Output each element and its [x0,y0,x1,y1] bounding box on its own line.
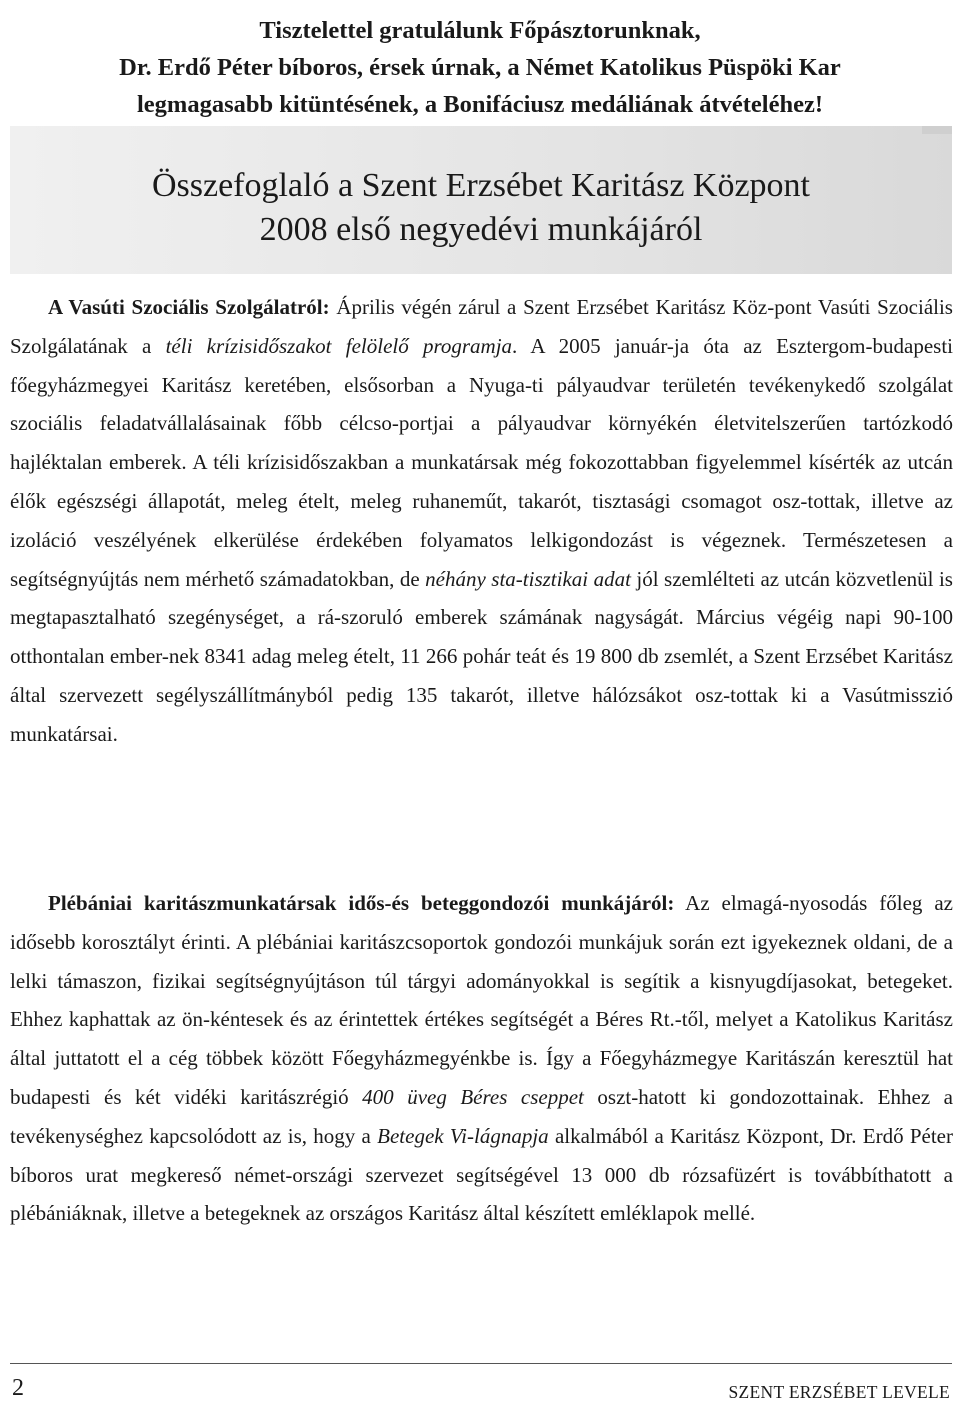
paragraph-text: . A 2005 január-ja óta az Esztergom-budapesti főegyházmegyei Karitász keretében, elsősorban a Nyuga-ti pályaudvar területén tevékenykedő szolgálat szociális feladatvállalásainak főbb célcso-portjai a pályaudvar környékén életvitelszerűen tartózkodó hajléktalan emberek. A téli krízisidőszakban a munkatársak még fokozottabban figyelemmel kísérték az utcán élők egészségi állapotát, meleg ételt, meleg ruhaneműt, takarót, tisztasági csomagot osz-tottak, illetve az izoláció veszélyének elkerülése érdekében folyamatos lelkigondozást is végeznek. Természetesen a segítségnyújtás nem mérhető számadatokban, de [10,333,953,591]
page-number: 2 [12,1375,24,1401]
header-line-2: Dr. Erdő Péter bíboros, érsek úrnak, a Német Katolikus Püspöki Kar [119,54,841,81]
parish-care-paragraph [10,884,953,1233]
article-title-line-2: 2008 első negyedévi munkájáról [259,211,703,248]
paragraph-text: oszt-hatott ki gondozottainak. Ehhez a tevékenységhez kapcsolódott az is, hogy a [10,1084,953,1148]
congratulation-header [10,12,950,123]
paragraph-text: Április végén zárul a Szent Erzsébet Karitász Köz-pont Vasúti Szociális Szolgálatának a [10,295,953,358]
section-lead-railway-service: A Vasúti Szociális Szolgálatról: [48,295,330,319]
railway-social-service-paragraph [10,288,953,754]
title-band-corner-accent [922,126,952,134]
paragraph-emphasis: néhány sta-tisztikai adat [425,566,631,591]
header-line-1: Tisztelettel gratulálunk Főpásztorunknak, [259,17,701,44]
paragraph-emphasis: téli krízisidőszakot felölelő programja [165,333,513,358]
article-title [10,164,952,252]
article-title-line-1: Összefoglaló a Szent Erzsébet Karitász Központ [151,167,811,204]
paragraph-text: alkalmából a Karitász Központ, Dr. Erdő Péter bíboros urat megkereső német-országi szervezet segítségével 13 000 db rózsafüzért is továbbíthatott a plébániáknak, illetve a betegeknek az országos Karitász által készített emléklapok mellé. [10,1123,953,1226]
paragraph-text: Az elmagá-nyosodás főleg az idősebb korosztályt érinti. A plébániai karitászcsoportok gondozói munkájuk során ezt igyekeznek oldani, de a lelki támaszon, fizikai segítségnyújtáson túl tárgyi adományokkal is segítik a kisnyugdíjasokat, betegeket. Ehhez kaphattak az ön-kéntesek és az érintettek értékes segítségét a Béres Rt.-től, melyet a Katolikus Karitász által juttatott el a cég többek között Főegyházmegyénkbe is. Így a Főegyházmegye Karitászán keresztül hat budapesti és két vidéki karitászrégió [10,891,953,1109]
header-line-3: legmagasabb kitüntésének, a Bonifáciusz medáliának átvételéhez! [137,91,823,118]
paragraph-emphasis: Betegek Vi-lágnapja [377,1123,549,1148]
paragraph-emphasis: 400 üveg Béres cseppet [362,1084,584,1109]
publication-name: SZENT ERZSÉBET LEVELE [728,1382,950,1402]
footer-divider [10,1363,952,1364]
section-lead-parish-care: Plébániai karitászmunkatársak idős-és beteggondozói munkájáról: [48,891,675,915]
paragraph-text: jól szemlélteti az utcán közvetlenül is megtapasztalható szegénységet, a rá-szoruló emberek számának nagyságát. Március végéig napi 90-100 otthontalan ember-nek 8341 adag meleg ételt, 11 266 pohár teát és 19 800 db zsemlét, a Szent Erzsébet Karitász által szervezett segélyszállítmányból pedig 135 takarót, illetve hálózsákot osz-tottak ki a Vasútmisszió munkatársai. [10,566,953,746]
